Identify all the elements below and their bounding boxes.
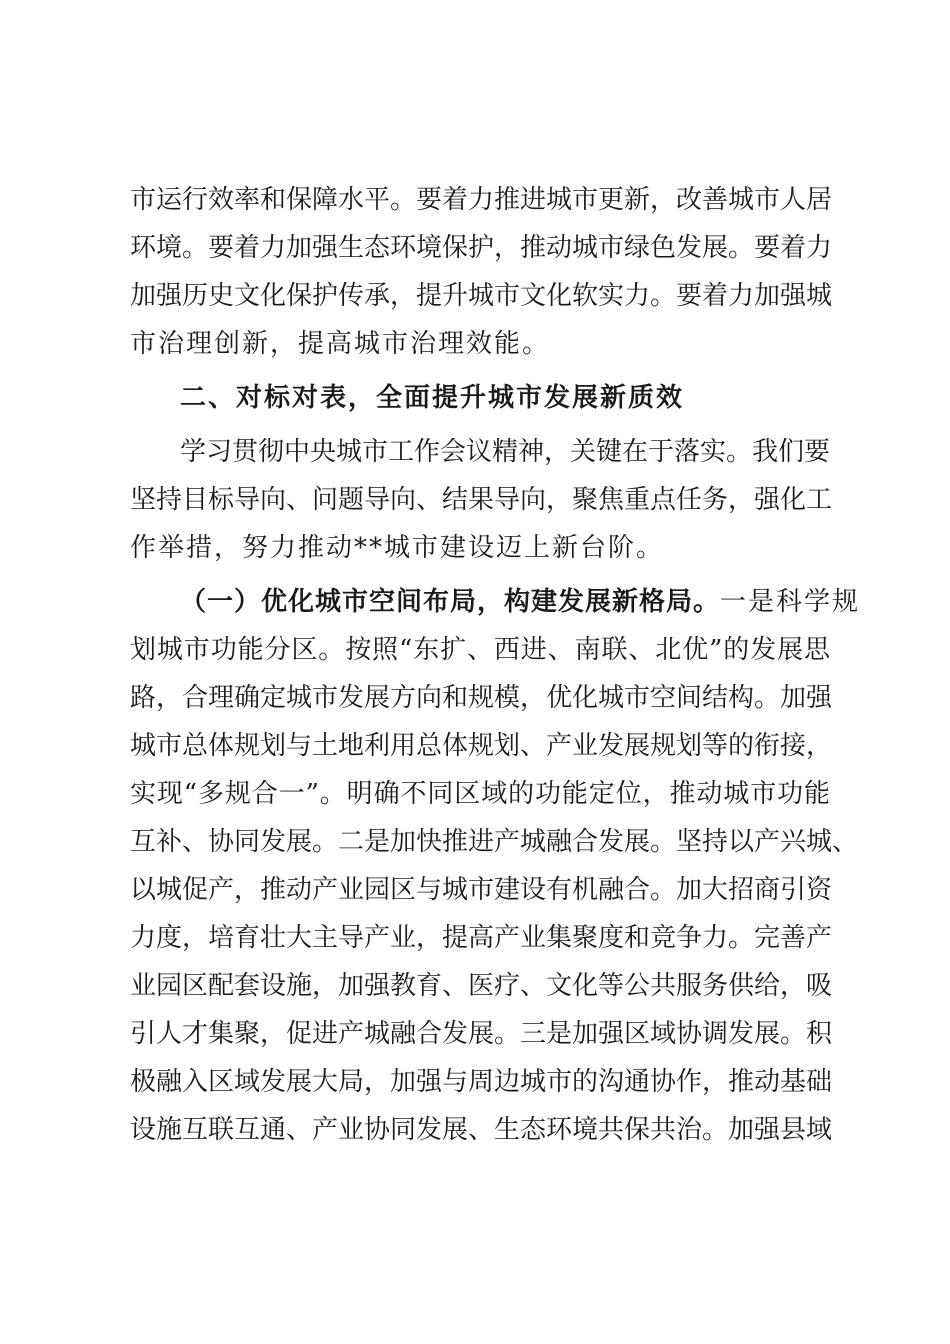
- paragraph-line: 坚持目标导向、问题导向、结果导向，聚焦重点任务，强化工: [130, 485, 833, 515]
- paragraph-line: 实现“多规合一”。明确不同区域的功能定位，推动城市功能: [130, 779, 830, 809]
- subsection-title: （一）优化城市空间布局，构建发展新格局。: [180, 587, 721, 617]
- paragraph-line: 极融入区域发展大局，加强与周边城市的沟通协作，推动基础: [130, 1067, 833, 1097]
- paragraph-text: 一是科学规: [720, 587, 861, 617]
- paragraph-line: 引人才集聚，促进产城融合发展。三是加强区域协调发展。积: [130, 1019, 833, 1049]
- subsection-first-line: [180, 582, 861, 622]
- paragraph-line: 互补、协同发展。二是加快推进产城融合发展。坚持以产兴城、: [130, 827, 859, 857]
- paragraph-line: 以城促产，推动产业园区与城市建设有机融合。加大招商引资: [130, 875, 833, 905]
- paragraph-line: 环境。要着力加强生态环境保护，推动城市绿色发展。要着力: [130, 233, 833, 263]
- paragraph-line: 学习贯彻中央城市工作会议精神，关键在于落实。我们要: [180, 437, 831, 467]
- paragraph-line: 加强历史文化保护传承，提升城市文化软实力。要着力加强城: [130, 281, 833, 311]
- paragraph-line: 作举措，努力推动**城市建设迈上新台阶。: [130, 533, 665, 563]
- section-heading: 二、对标对表，全面提升城市发展新质效: [180, 383, 685, 413]
- paragraph-line: 市运行效率和保障水平。要着力推进城市更新，改善城市人居: [130, 185, 833, 215]
- paragraph-line: 设施互联互通、产业协同发展、生态环境共保共治。加强县域: [130, 1115, 833, 1145]
- paragraph-line: 市治理创新，提高城市治理效能。: [130, 329, 551, 359]
- paragraph-line: 划城市功能分区。按照“东扩、西进、南联、北优”的发展思: [130, 635, 830, 665]
- paragraph-line: 业园区配套设施，加强教育、医疗、文化等公共服务供给，吸: [130, 971, 833, 1001]
- paragraph-line: 路，合理确定城市发展方向和规模，优化城市空间结构。加强: [130, 683, 833, 713]
- paragraph-line: 力度，培育壮大主导产业，提高产业集聚度和竞争力。完善产: [130, 923, 833, 953]
- paragraph-line: 城市总体规划与土地利用总体规划、产业发展规划等的衔接，: [130, 731, 833, 761]
